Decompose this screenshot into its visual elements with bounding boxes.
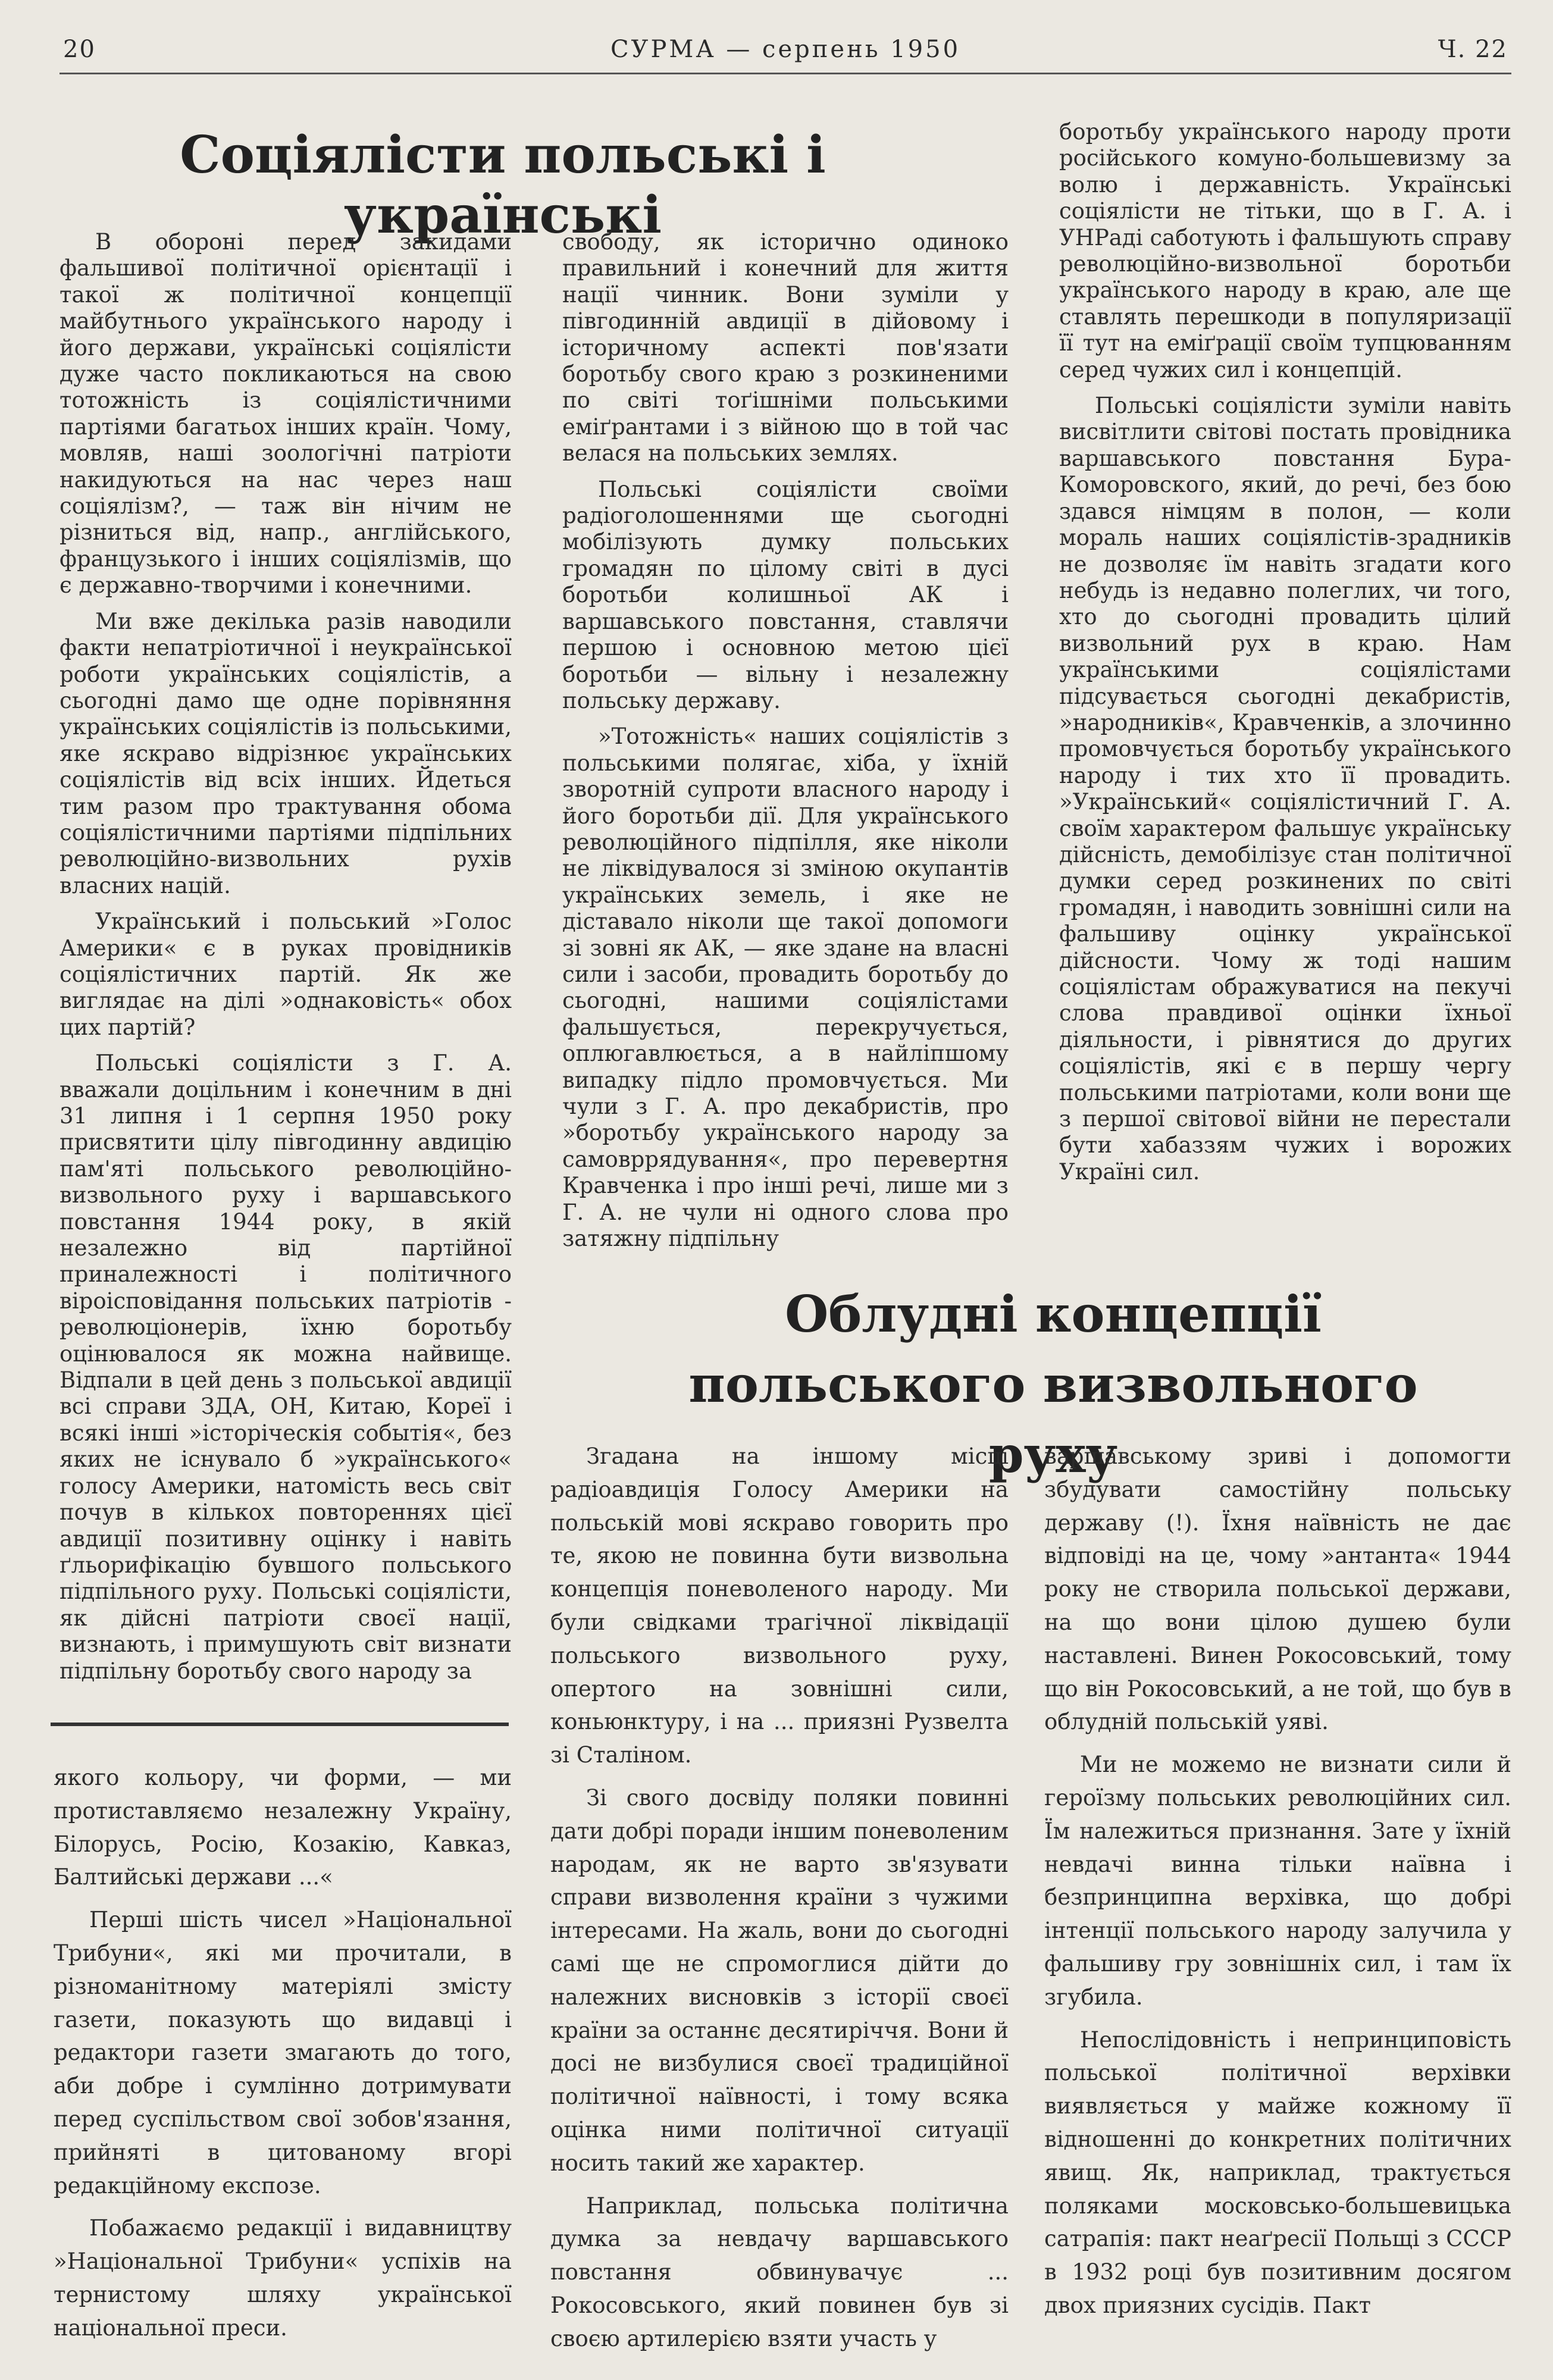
article2-column-1 (550, 1440, 1009, 2368)
paragraph: Польські соціялісти з Г. А. вважали доцільним і конечним в дні 31 липня і 1 серпня 1950 року присвятити цілу півгодинну авдицію пам'яті польського революційно-визвольного руху і варшавського повстання 1944 року, в якій незалежно від партійної приналежності і політичного віроісповідання польських патріотів - революціонерів, їхню боротьбу оцінювалося як можна найвище. Відпали в цей день з польської авдиції всі справи ЗДА, ОН, Китаю, Кореї і всякі інші »історіческія событія«, без яких не існувало б »українського« голосу Америки, натомість весь світ почув в кількох повтореннях цієї авдиції позитивну оцінку і навіть ґльорифікацію бувшого польського підпільного руху. Польські соціялісти, як дійсні патріоти своєї нації, визнають, і примушують світ визнати підпільну боротьбу свого народу за (60, 1050, 512, 1684)
paragraph: Зі свого досвіду поляки повинні дати добрі поради іншим поневоленим народам, як не варто зв'язувати справи визволення країни з чужими інтересами. На жаль, вони до сьогодні самі ще не спромоглися дійти до належних висновків з історії своєї країни за останнє десятиріччя. Вони й досі не визбулися своєї традиційної політичної наївності, і тому всяка оцінка ними політичної ситуації носить такий же характер. (550, 1784, 1009, 2176)
paragraph: Ми вже декілька разів наводили факти непатріотичної і неукраїнської роботи українських соціялістів, а сьогодні дамо ще одне порівняння українських соціялістів із польськими, яке яскраво відрізнює українських соціялістів від всіх інших. Йдеться тим разом про трактування обома соціялістичними партіями підпільних революційно-визвольних рухів власних націй. (60, 608, 512, 898)
paragraph: Польські соціялісти зуміли навіть висвітлити світові постать провідника варшавського повстання Бура-Коморовского, який, до речі, без бою здався німцям в полон, — коли мораль наших соціялістів-зрадників не дозволяє їм навіть згадати кого небудь із недавно полеглих, чи того, хто до сьогодні провадить цілий визвольний рух в краю. Нам українськими соціялістами підсувається сьогодні декабристів, »народників«, Кравченків, а злочинно промовчується боротьбу українського народу і тих хто її провадить. »Український« соціялістичний Г. А. своїм характером фальшує українську дійсність, демобілізує стан політичної думки серед розкинених по світі громадян, і наводить зовнішні сили на фальшиву оцінку української дійсности. Чому ж тоді нашим соціялістам ображуватися на пекучі слова правдивої оцінки їхньої діяльности, і рівнятися до других соціялістів, які є в першу чергу польськими патріотами, коли вони ще з першої світової війни не перестали бути хабаззям чужих і ворожих Україні сил. (1059, 393, 1511, 1185)
paragraph: Ми не можемо не визнати сили й героїзму польських революційних сил. Їм належиться признання. Зате у їхній невдачі винна тільки наївна і безпринципна верхівка, що добрі інтенції польського народу залучила у фальшиву гру зовнішніх сил, і там їх згубила. (1044, 1752, 1511, 2010)
paragraph: Наприклад, польська політична думка за невдачу варшавського повстання обвинувачує ... Рокосовського, який повинен був зі своєю артилерією взяти участь у (550, 2193, 1009, 2351)
paragraph: свободу, як історично одиноко правильний і конечний для життя нації чинник. Вони зуміли у півгодинній авдиції в дійовому і історичному аспекті пов'язати боротьбу свого краю з розкиненими по світі тоґішніми польськими еміґрантами і з війною що в той час велася на польських землях. (562, 229, 1009, 466)
article1-column-2 (562, 229, 1009, 1252)
paragraph: Згадана на іншому місці радіоавдиція Голосу Америки на польській мові яскраво говорить про те, якою не повинна бути визвольна концепція поневоленого народу. Ми були свідками трагічної ліквідації польського визвольного руху, опертого на зовнішні сили, коньюнктуру, і на ... приязні Рузвелта зі Сталіном. (550, 1443, 1009, 1768)
issue-number: Ч. 22 (1438, 36, 1508, 63)
paragraph: боротьбу українського народу проти російського комуно-большевизму за волю і державність. Українські соціялісти не тітьки, що в Г. А. і УНРаді саботують і фальшують справу революційно-визвольної боротьби українського народу в краю, але ще ставлять перешкоди в популяризації її тут на еміґрації своїм тупцюванням серед чужих сил і концепцій. (1059, 119, 1511, 383)
paragraph: »Тотожність« наших соціялістів з польськими полягає, хіба, у їхній зворотній супроти власного народу і його боротьби дії. Для українського революційного підпілля, яке ніколи не ліквідувалося зі зміною окупантів українських земель, і яке не діставало ніколи ще такої допомоги зі зовні як АК, — яке здане на власні сили і засоби, провадить боротьбу до сьогодні, нашими соціялістами фальшується, перекручується, оплюгавлюється, а в найліпшому випадку підло промовчується. Ми чули з Г. А. про декабристів, про »боротьбу українського народу за самовррядування«, про перевертня Кравченка і про інші речі, лише ми з Г. А. не чули ні одного слова про затяжну підпільну (562, 724, 1009, 1252)
article2-column-2 (1044, 1440, 1511, 2368)
paragraph: Непослідовність і непринциповість польської політичної верхівки виявляється у майже кожному її відношенні до конкретних політичних явищ. Як, наприклад, трактується поляками московсько-большевицька сатрапія: пакт неаґресії Польщі з СССР в 1932 році був позитивним досягом двох приязних сусідів. Пакт (1044, 2027, 1511, 2318)
article1-column-1 (60, 229, 512, 1687)
paragraph: Побажаємо редакції і видавництву »Національної Трибуни« успіхів на тернистому шляху української національної преси. (54, 2215, 512, 2341)
paragraph: Перші шість чисел »Національної Трибуни«, які ми прочитали, в різноманітному матеріялі змісту газети, показують що видавці і редактори газети змагають до того, аби добре і сумлінно дотримувати перед суспільством свої зобов'язання, прийняті в цитованому вгорі редакційному експозе. (54, 1907, 512, 2199)
paragraph: Український і польський »Голос Америки« є в руках провідників соціялістичних партій. Як же виглядає на ділі »однаковість« обох цих партій? (60, 909, 512, 1040)
paragraph: якого кольору, чи форми, — ми протиставляємо незалежну Україну, Білорусь, Росію, Козакію, Кавказ, Балтийські держави ...« (54, 1765, 512, 1890)
previous-article-continuation (54, 1761, 512, 2368)
running-title: СУРМА — серпень 1950 (610, 36, 961, 63)
article1-column-3 (1059, 119, 1511, 1226)
article-title-socialists: Соціялісти польські і українські (180, 125, 826, 245)
article-title-concepts: Облудні концепції польського визвольного руху (688, 1285, 1418, 1484)
page-header (60, 31, 1511, 74)
page-number: 20 (63, 36, 96, 63)
paragraph: В обороні перед закидами фальшивої політичної орієнтації і такої ж політичної концепції майбутнього українського народу і його держави, українські соціялісти дуже часто покликаються на свою тотожність із соціялістичними партіями багатьох інших країн. Чому, мовляв, наші зоологічні патріоти накидуються на нас через наш соціялізм?, — таж він нічим не різниться від, напр., англійського, французького і інших соціялізмів, що є державно-творчими і конечними. (60, 229, 512, 599)
section-divider (51, 1723, 509, 1726)
paragraph: Польські соціялісти своїми радіоголошеннями ще сьогодні мобілізують думку польських громадян по цілому світі в дусі боротьби колишньої АК і варшавського повстання, ставлячи першою і основною метою цієї боротьби — вільну і незалежну польську державу. (562, 476, 1009, 713)
paragraph: варшавському зриві і допомогти збудувати самостійну польську державу (!). Їхня наївність не дає відповіді на це, чому »антанта« 1944 року не створила польської держави, на що вони цілою душею були наставлені. Винен Рокосовський, тому що він Рокосовський, а не той, що був в облудній польській уяві. (1044, 1443, 1511, 1735)
